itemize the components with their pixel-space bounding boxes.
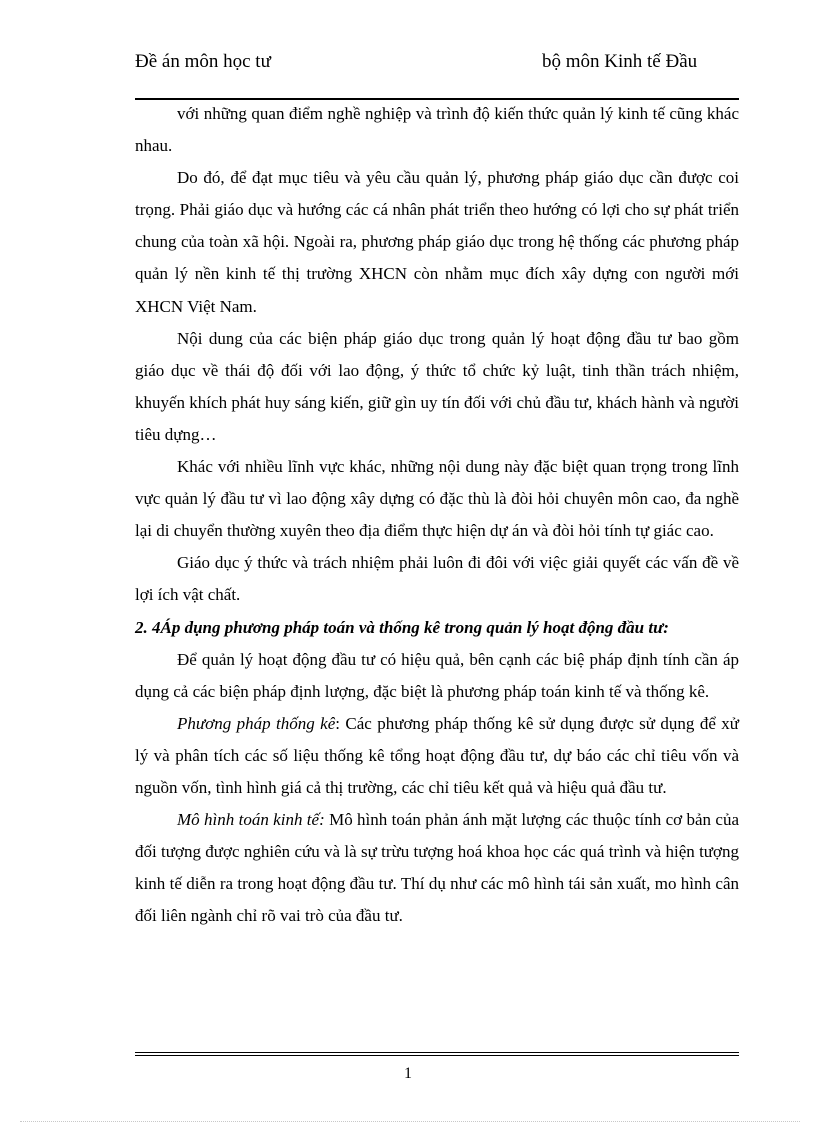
paragraph-6: Để quản lý hoạt động đầu tư có hiệu quả, bên cạnh các biệ pháp định tính cần áp dụng cả các biện pháp định lượng, đặc biệt là phương pháp toán kinh tế và thống kê. bbox=[135, 649, 739, 701]
paragraph-5: Giáo dục ý thức và trách nhiệm phải luôn đi đôi với việc giải quyết các vấn đề về lợi ích vật chất. bbox=[135, 553, 739, 605]
paragraph-7-term: Phương pháp thống kê bbox=[177, 713, 336, 733]
paragraph-1: với những quan điểm nghề nghiệp và trình độ kiến thức quản lý kinh tế cũng khác nhau. bbox=[135, 104, 739, 156]
header-left-text: Đề án môn học tư bbox=[135, 51, 271, 72]
paragraph-4: Khác với nhiều lĩnh vực khác, những nội dung này đặc biệt quan trọng trong lĩnh vực quản lý đầu tư vì lao động xây dựng có đặc thù là đòi hỏi chuyên môn cao, đa nghề lại di chuyển thường xuyên theo địa điểm thực hiện dự án và đòi hỏi tính tự giác cao. bbox=[135, 457, 739, 541]
paragraph-3: Nội dung của các biện pháp giáo dục trong quản lý hoạt động đầu tư bao gồm giáo dục về thái độ đối với lao động, ý thức tổ chức kỷ luật, tinh thần trách nhiệm, khuyến khích phát huy sáng kiến, giữ gìn uy tín đối với chủ đầu tư, khách hành và người tiêu dựng… bbox=[135, 328, 739, 444]
paragraph-2: Do đó, để đạt mục tiêu và yêu cầu quản lý, phương pháp giáo dục cần được coi trọng. Phải giáo dục và hướng các cá nhân phát triển theo hướng có lợi cho sự phát triển chung của toàn xã hội. Ngoài ra, phương pháp giáo dục trong hệ thống các phương pháp quản lý nền kinh tế thị trường XHCN còn nhằm mục đích xây dựng con người mới XHCN Việt Nam. bbox=[135, 168, 739, 316]
page-edge bbox=[20, 1121, 800, 1122]
section-heading: 2. 4Áp dụng phương pháp toán và thống kê trong quản lý hoạt động đầu tư: bbox=[135, 617, 669, 637]
paragraph-7-body: : Các phương pháp thống kê sử dụng được sử dụng để xử lý và phân tích các số liệu thống kê tổng hoạt động đầu tư, dự báo các chỉ tiêu vốn và nguồn vốn, tình hình giá cả thị trường, các chỉ tiêu kết quả và hiệu quả đầu tư. bbox=[135, 713, 739, 797]
footer-rule-bottom bbox=[135, 1055, 739, 1056]
header-right-text: bộ môn Kinh tế Đầu bbox=[542, 51, 698, 72]
paragraph-7 bbox=[135, 708, 739, 804]
document-body bbox=[135, 98, 739, 932]
paragraph-8 bbox=[135, 804, 739, 932]
paragraph-8-term: Mô hình toán kinh tế: bbox=[177, 810, 325, 830]
footer-rule-top bbox=[135, 1052, 739, 1053]
paragraph-8-body: Mô hình toán phản ánh mặt lượng các thuộc tính cơ bản của đối tượng được nghiên cứu và là sự trừu tượng hoá khoa học các quá trình và hiện tượng kinh tế diễn ra trong hoạt động đầu tư. Thí dụ như các mô hình tái sản xuất, mo hình cân đối liên ngành chỉ rõ vai trò của đầu tư. bbox=[135, 810, 739, 926]
page-number: 1 bbox=[404, 1065, 412, 1082]
